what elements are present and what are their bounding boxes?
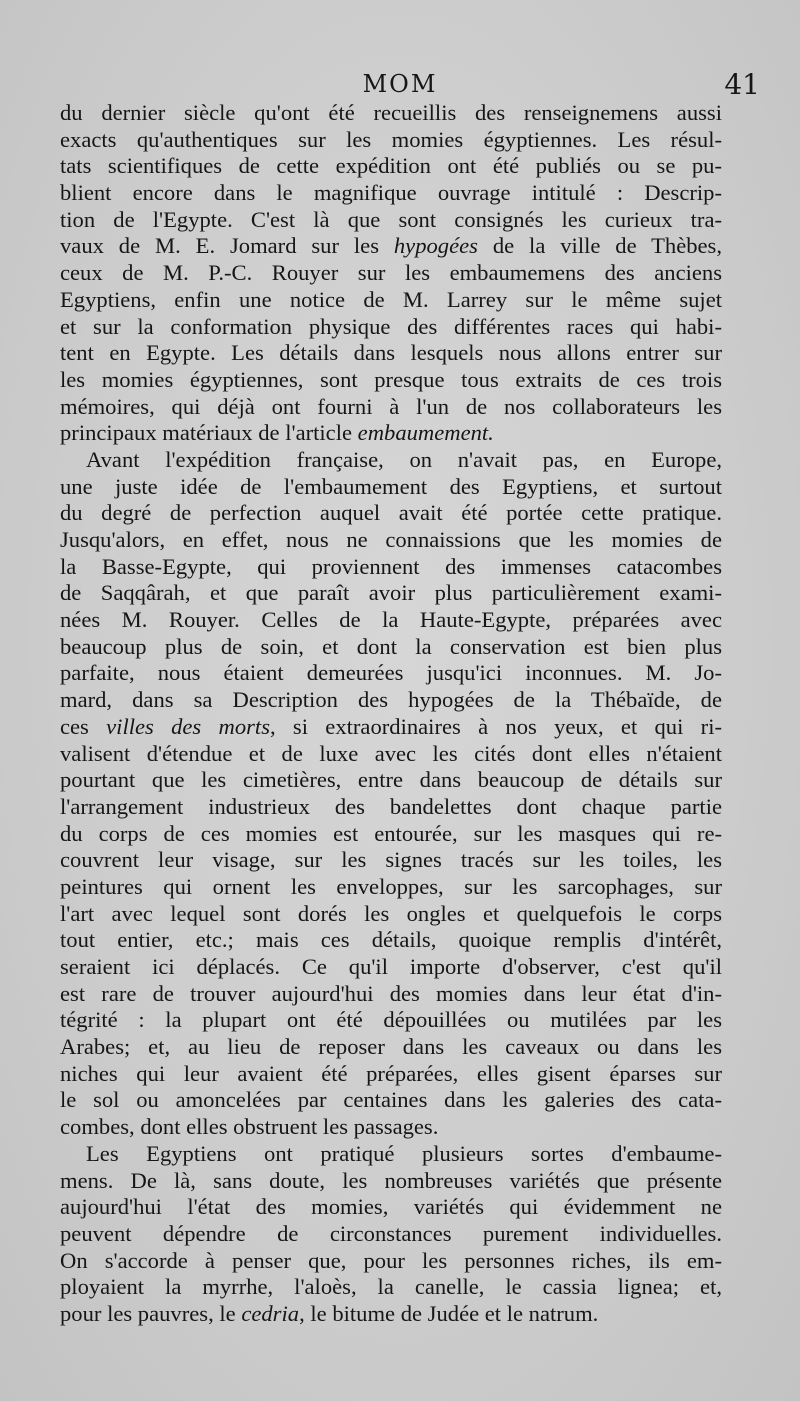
text-run: beaucoup plus de soin, et dont la conservation est bien plus <box>60 633 722 659</box>
text-run: principaux matériaux de l'article <box>60 420 358 446</box>
text-line <box>60 1248 722 1275</box>
text-run: Egyptiens, enfin une notice de M. Larrey sur le même sujet <box>60 286 722 312</box>
italic-text: embaumement. <box>357 420 494 446</box>
text-line <box>60 634 722 661</box>
text-line <box>60 821 722 848</box>
text-run: Arabes; et, au lieu de reposer dans les caveaux ou dans les <box>60 1034 722 1060</box>
text-line <box>60 687 722 714</box>
text-line <box>60 527 722 554</box>
text-line <box>60 847 722 874</box>
text-run: le sol ou amoncelées par centaines dans les galeries des cata- <box>60 1087 722 1113</box>
italic-text: hypogées <box>393 233 478 259</box>
text-run: tout entier, etc.; mais ces détails, quoique remplis d'intérêt, <box>60 927 722 953</box>
text-line <box>60 100 722 127</box>
text-line <box>60 607 722 634</box>
text-run: exacts qu'authentiques sur les momies égyptiennes. Les résul- <box>60 126 722 152</box>
text-line <box>60 1087 722 1114</box>
page-header <box>0 66 800 102</box>
text-line <box>60 554 722 581</box>
text-line <box>60 287 722 314</box>
text-line <box>60 767 722 794</box>
text-run: de Saqqârah, et que paraît avoir plus particulièrement exami- <box>60 580 722 606</box>
text-run: ceux de M. P.-C. Rouyer sur les embaumemens des anciens <box>60 260 722 286</box>
text-run: l'arrangement industrieux des bandelettes dont chaque partie <box>60 793 722 819</box>
text-line <box>60 394 722 421</box>
text-line <box>60 1061 722 1088</box>
text-run: parfaite, nous étaient demeurées jusqu'ici inconnues. M. Jo- <box>60 660 722 686</box>
page-number: 41 <box>724 68 760 101</box>
paragraph <box>60 447 722 1141</box>
paragraph <box>60 100 722 447</box>
text-line <box>60 1007 722 1034</box>
text-run: pour les pauvres, le <box>60 1300 242 1326</box>
text-run: tion de l'Egypte. C'est là que sont consignés les curieux tra- <box>60 206 722 232</box>
text-run: de la ville de Thèbes, <box>477 233 722 259</box>
text-line <box>60 927 722 954</box>
text-run: seraient ici déplacés. Ce qu'il importe d'observer, c'est qu'il <box>60 954 722 979</box>
text-line <box>60 1274 722 1301</box>
text-line <box>60 447 722 474</box>
text-run: valisent d'étendue et de luxe avec les cités dont elles n'étaient <box>60 740 722 766</box>
text-run: , si extraordinaires à nos yeux, et qui ri- <box>270 713 722 739</box>
text-run: mens. De là, sans doute, les nombreuses variétés que présente <box>60 1167 722 1193</box>
text-run: ployaient la myrrhe, l'aloès, la canelle, le cassia lignea; et, <box>60 1274 722 1300</box>
text-run: tent en Egypte. Les détails dans lesquels nous allons entrer sur <box>60 340 722 366</box>
text-run: combes, dont elles obstruent les passages. <box>60 1114 439 1140</box>
text-line <box>60 1034 722 1061</box>
text-line <box>60 1168 722 1195</box>
text-run: Avant l'expédition française, on n'avait pas, en Europe, <box>86 446 722 472</box>
text-run: ces <box>60 713 107 739</box>
text-run: une juste idée de l'embaumement des Egyptiens, et surtout <box>60 473 722 499</box>
text-line <box>60 153 722 180</box>
text-line <box>60 367 722 394</box>
text-line <box>60 714 722 741</box>
text-run: tégrité : la plupart ont été dépouillées ou mutilées par les <box>60 1007 722 1033</box>
text-line <box>60 954 722 981</box>
text-run: du dernier siècle qu'ont été recueillis des renseignemens aussi <box>60 100 722 125</box>
text-line <box>60 660 722 687</box>
italic-text: cedria <box>241 1300 300 1326</box>
body-text <box>60 100 722 1328</box>
text-line <box>60 233 722 260</box>
text-run: niches qui leur avaient été préparées, elles gisent éparses sur <box>60 1060 722 1086</box>
text-line <box>60 340 722 367</box>
text-run: tats scientifiques de cette expédition ont été publiés ou se pu- <box>60 153 722 179</box>
running-head: MOM <box>362 70 438 98</box>
text-line <box>60 874 722 901</box>
text-run: les momies égyptiennes, sont presque tous extraits de ces trois <box>60 366 722 392</box>
text-line <box>60 420 722 447</box>
text-line <box>60 1114 722 1141</box>
paragraph <box>60 1141 722 1328</box>
text-run: peintures qui ornent les enveloppes, sur les sarcophages, sur <box>60 873 722 899</box>
text-run: couvrent leur visage, sur les signes tracés sur les toiles, les <box>60 847 722 873</box>
text-line <box>60 500 722 527</box>
text-line <box>60 901 722 928</box>
text-run: vaux de M. E. Jomard sur les <box>60 233 394 259</box>
text-line <box>60 1221 722 1248</box>
text-run: blient encore dans le magnifique ouvrage intitulé : Descrip- <box>60 180 722 206</box>
italic-text: villes des morts <box>106 713 270 739</box>
text-run: Jusqu'alors, en effet, nous ne connaissions que les momies de <box>60 527 722 552</box>
text-line <box>60 794 722 821</box>
text-line <box>60 741 722 768</box>
text-line <box>60 474 722 501</box>
text-run: mard, dans sa Description des hypogées de la Thébaïde, de <box>60 687 722 713</box>
text-run: peuvent dépendre de circonstances purement individuelles. <box>60 1220 722 1246</box>
text-run: du degré de perfection auquel avait été portée cette pratique. <box>60 500 722 526</box>
text-line <box>60 1301 722 1328</box>
text-line <box>60 981 722 1008</box>
text-run: la Basse-Egypte, qui proviennent des immenses catacombes <box>60 553 722 579</box>
text-run: , le bitume de Judée et le natrum. <box>299 1300 599 1326</box>
text-run: est rare de trouver aujourd'hui des momies dans leur état d'in- <box>60 980 722 1006</box>
text-run: aujourd'hui l'état des momies, variétés qui évidemment ne <box>60 1194 722 1220</box>
text-line <box>60 180 722 207</box>
text-line <box>60 314 722 341</box>
text-run: et sur la conformation physique des différentes races qui habi- <box>60 313 722 339</box>
text-run: mémoires, qui déjà ont fourni à l'un de nos collaborateurs les <box>60 393 722 419</box>
text-run: Les Egyptiens ont pratiqué plusieurs sortes d'embaume- <box>86 1140 722 1166</box>
text-line <box>60 260 722 287</box>
text-run: nées M. Rouyer. Celles de la Haute-Egypte, préparées avec <box>60 607 722 633</box>
text-line <box>60 207 722 234</box>
text-run: du corps de ces momies est entourée, sur les masques qui re- <box>60 820 722 846</box>
text-line <box>60 1141 722 1168</box>
text-line <box>60 580 722 607</box>
text-line <box>60 1194 722 1221</box>
text-run: On s'accorde à penser que, pour les personnes riches, ils em- <box>60 1247 722 1273</box>
text-run: l'art avec lequel sont dorés les ongles et quelquefois le corps <box>60 900 722 926</box>
text-line <box>60 127 722 154</box>
text-run: pourtant que les cimetières, entre dans beaucoup de détails sur <box>60 767 722 793</box>
